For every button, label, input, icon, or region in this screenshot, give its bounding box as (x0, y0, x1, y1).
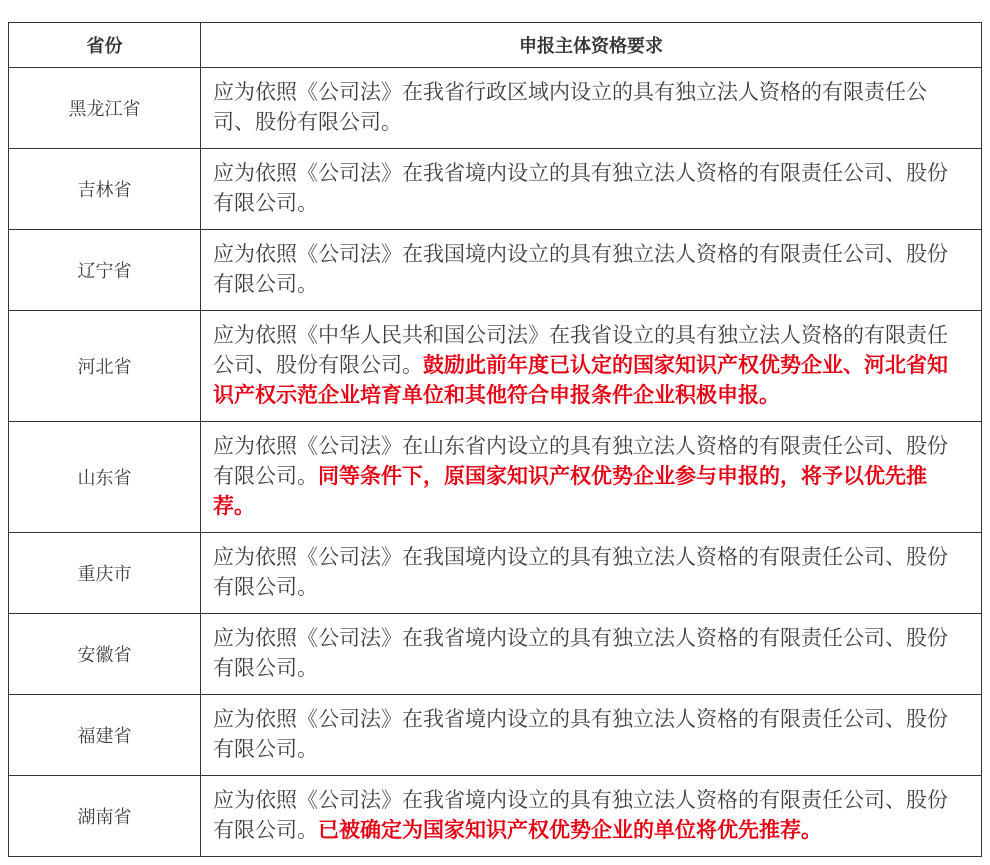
province-cell: 黑龙江省 (9, 68, 201, 149)
requirement-text: 应为依照《公司法》在我省境内设立的具有独立法人资格的有限责任公司、股份有限公司。 (213, 789, 948, 842)
table-row (9, 776, 982, 857)
requirement-text: 应为依照《公司法》在我省境内设立的具有独立法人资格的有限责任公司、股份有限公司。 (213, 162, 948, 215)
table-row (9, 311, 982, 422)
requirement-cell (201, 68, 982, 149)
province-cell: 山东省 (9, 422, 201, 533)
table-row (9, 533, 982, 614)
requirement-text: 应为依照《公司法》在我国境内设立的具有独立法人资格的有限责任公司、股份有限公司。 (213, 243, 948, 296)
province-cell: 河北省 (9, 311, 201, 422)
province-cell: 吉林省 (9, 149, 201, 230)
requirement-cell (201, 422, 982, 533)
requirement-cell (201, 695, 982, 776)
table-row (9, 614, 982, 695)
header-requirement: 申报主体资格要求 (201, 23, 982, 68)
requirement-cell (201, 230, 982, 311)
requirement-text: 应为依照《公司法》在我国境内设立的具有独立法人资格的有限责任公司、股份有限公司。 (213, 546, 948, 599)
province-cell: 重庆市 (9, 533, 201, 614)
requirement-cell (201, 311, 982, 422)
province-cell: 湖南省 (9, 776, 201, 857)
requirement-text: 应为依照《公司法》在我省行政区域内设立的具有独立法人资格的有限责任公司、股份有限公司。 (213, 81, 927, 134)
table-row (9, 149, 982, 230)
requirement-text: 应为依照《公司法》在山东省内设立的具有独立法人资格的有限责任公司、股份有限公司。 (213, 435, 948, 488)
requirement-highlight: 已被确定为国家知识产权优势企业的单位将优先推荐。 (318, 819, 822, 842)
table-row (9, 695, 982, 776)
requirement-cell (201, 776, 982, 857)
requirement-highlight: 同等条件下，原国家知识产权优势企业参与申报的，将予以优先推荐。 (213, 465, 927, 518)
requirement-cell (201, 149, 982, 230)
table-row (9, 422, 982, 533)
table-row (9, 230, 982, 311)
province-cell: 辽宁省 (9, 230, 201, 311)
requirement-highlight: 鼓励此前年度已认定的国家知识产权优势企业、河北省知识产权示范企业培育单位和其他符合申报条件企业积极申报。 (213, 354, 948, 407)
requirement-cell (201, 533, 982, 614)
header-province: 省份 (9, 23, 201, 68)
table-header-row (9, 23, 982, 68)
requirement-text: 应为依照《中华人民共和国公司法》在我省设立的具有独立法人资格的有限责任公司、股份有限公司。 (213, 324, 948, 377)
province-cell: 安徽省 (9, 614, 201, 695)
requirement-text: 应为依照《公司法》在我省境内设立的具有独立法人资格的有限责任公司、股份有限公司。 (213, 708, 948, 761)
qualification-requirements-table (8, 22, 982, 857)
requirement-text: 应为依照《公司法》在我省境内设立的具有独立法人资格的有限责任公司、股份有限公司。 (213, 627, 948, 680)
requirement-cell (201, 614, 982, 695)
table-row (9, 68, 982, 149)
province-cell: 福建省 (9, 695, 201, 776)
